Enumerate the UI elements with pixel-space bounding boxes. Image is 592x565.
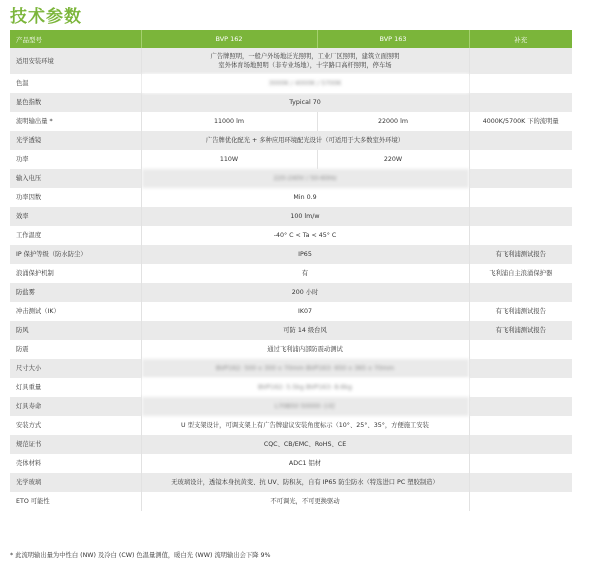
row-value: IK07 [141,302,469,321]
table-row [10,131,572,150]
row-value: 无玻璃设计，透镜本身抗黄变、抗 UV、防积灰，自有 IP65 防尘防水（特选进口 PC 塑胶制造） [141,473,469,492]
table-row [10,93,572,112]
row-supplement [469,188,572,207]
table-row [10,454,572,473]
row-value: 3000K / 4000K / 5700K [141,74,469,93]
header-bvp162: BVP 162 [141,30,317,48]
table-row [10,74,572,93]
row-value: IP65 [141,245,469,264]
row-supplement: 有飞利浦测试报告 [469,245,572,264]
header-supplement: 补充 [469,30,572,48]
table-row [10,416,572,435]
table-row [10,397,572,416]
row-supplement [469,283,572,302]
table-row [10,302,572,321]
row-label: 适用安装环境 [10,48,141,74]
table-body [10,48,572,511]
table-row [10,112,572,131]
page-title: 技术参数 [10,7,82,27]
row-value-bvp163: 220W [317,150,469,169]
table-row [10,359,572,378]
row-value: 广告牌优化配光 + 多种应用环境配光设计（可适用于大多数室外环境） [141,131,469,150]
row-supplement: 飞利浦自主浪涌保护器 [469,264,572,283]
row-label: 效率 [10,207,141,226]
footnote: * 此流明输出量为中性白 (NW) 及冷白 (CW) 色温量测值，暖白光 (WW) 流明输出会下降 9% [10,552,271,559]
row-value-bvp162: 110W [141,150,317,169]
table-row [10,264,572,283]
row-label: 输入电压 [10,169,141,188]
row-value: 有 [141,264,469,283]
row-value: U 型支架设计，可调支架上有广告牌建议安装角度标示（10°、25°、35°，方便施工安装 [141,416,469,435]
row-supplement: 有飞利浦测试报告 [469,302,572,321]
row-label: 功率因数 [10,188,141,207]
table-row [10,245,572,264]
row-label: 色温 [10,74,141,93]
row-label: 防震 [10,340,141,359]
header-model: 产品型号 [10,30,141,48]
row-label: 功率 [10,150,141,169]
row-label: IP 保护等级（防水防尘） [10,245,141,264]
row-value: 可防 14 级台风 [141,321,469,340]
row-value: 通过飞利浦内部防震动测试 [141,340,469,359]
row-value: BVP162: 500 x 300 x 70mm BVP163: 650 x 365 x 70mm [141,359,469,378]
row-value: ADC1 铝材 [141,454,469,473]
row-label: 光学玻璃 [10,473,141,492]
table-row [10,169,572,188]
table-row [10,340,572,359]
row-supplement [469,416,572,435]
row-supplement: 有飞利浦测试报告 [469,321,572,340]
row-value: CQC、CB/EMC、RoHS、CE [141,435,469,454]
row-supplement [469,226,572,245]
table-row [10,435,572,454]
row-supplement [469,454,572,473]
row-label: ETO 可能性 [10,492,141,511]
row-label: 壳体材料 [10,454,141,473]
table-row [10,321,572,340]
table-row [10,473,572,492]
row-value: L70B50 50000 小时 [141,397,469,416]
table-row [10,226,572,245]
row-label: 工作温度 [10,226,141,245]
table-row [10,283,572,302]
row-supplement [469,48,572,74]
row-supplement [469,150,572,169]
row-supplement [469,359,572,378]
row-value: Typical 70 [141,93,469,112]
row-supplement [469,435,572,454]
row-label: 防盐雾 [10,283,141,302]
row-supplement [469,378,572,397]
row-value: 200 小时 [141,283,469,302]
row-supplement [469,74,572,93]
table-row [10,48,572,74]
table-row [10,378,572,397]
table-row [10,492,572,511]
row-value-bvp162: 11000 lm [141,112,317,131]
row-supplement [469,492,572,511]
row-supplement [469,473,572,492]
row-supplement [469,340,572,359]
table-row [10,150,572,169]
row-label: 安装方式 [10,416,141,435]
row-supplement: 4000K/5700K 下的流明量 [469,112,572,131]
row-label: 防风 [10,321,141,340]
row-label: 流明输出量 * [10,112,141,131]
row-value: 广告牌照明，一般户外场地泛光照明，工业厂区照明，建筑立面照明 室外体育场地照明（非专业场地），十字路口高杆照明，停车场 [141,48,469,74]
row-value: BVP162: 5.5kg BVP163: 8.6kg [141,378,469,397]
row-supplement [469,207,572,226]
table-row [10,188,572,207]
row-value-bvp163: 22000 lm [317,112,469,131]
table-header-row [10,30,572,48]
row-label: 尺寸大小 [10,359,141,378]
row-value: 100 lm/w [141,207,469,226]
spec-table [10,30,572,511]
row-label: 规范证书 [10,435,141,454]
row-label: 灯具重量 [10,378,141,397]
row-supplement [469,93,572,112]
row-supplement [469,397,572,416]
row-label: 显色指数 [10,93,141,112]
row-label: 灯具寿命 [10,397,141,416]
table-row [10,207,572,226]
row-supplement [469,131,572,150]
row-label: 浪涌保护机制 [10,264,141,283]
row-value: 不可调光，不可更换驱动 [141,492,469,511]
row-value: -40° C < Ta < 45° C [141,226,469,245]
row-value: 220-240V / 50-60Hz [141,169,469,188]
header-bvp163: BVP 163 [317,30,469,48]
row-supplement [469,169,572,188]
row-label: 冲击测试（IK） [10,302,141,321]
row-value: Min 0.9 [141,188,469,207]
row-label: 光学透镜 [10,131,141,150]
